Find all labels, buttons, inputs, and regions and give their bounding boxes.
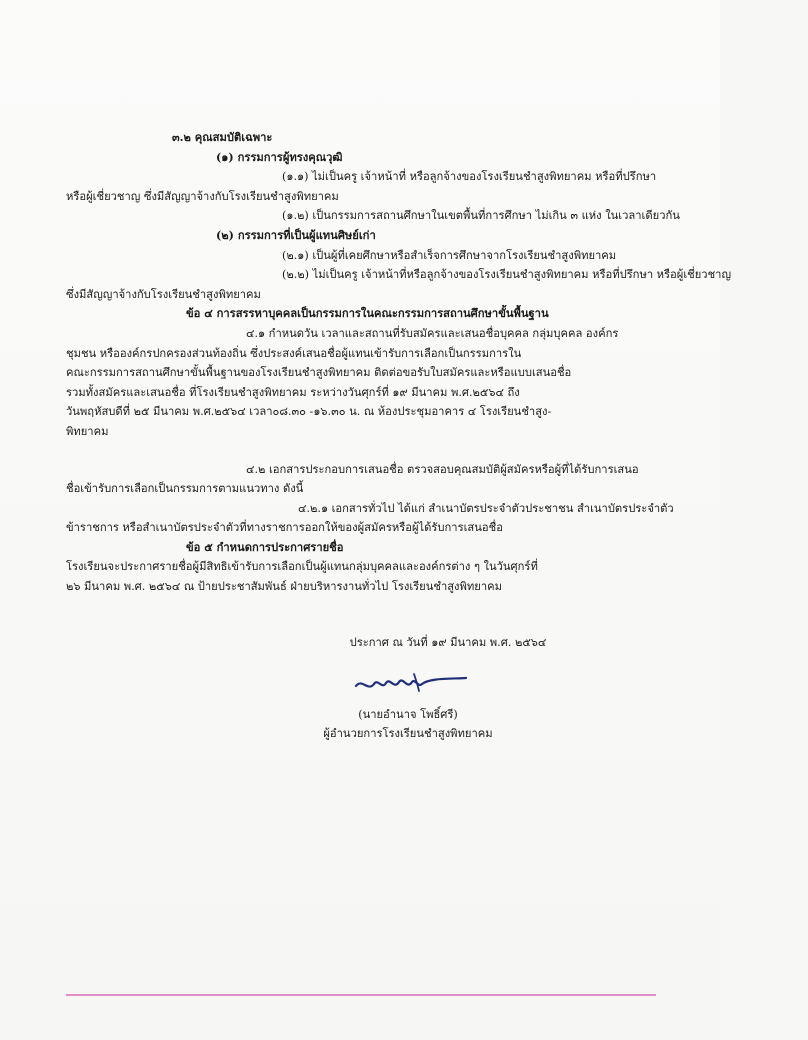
text-line: ๔.๑ กำหนดวัน เวลาและสถานที่รับสมัครและเสนอชื่อบุคคล กลุ่มบุคคล องค์กร	[246, 326, 619, 340]
signer-title: ผู้อำนวยการโรงเรียนชำสูงพิทยาคม	[323, 727, 493, 740]
section-heading: ข้อ ๕ กำหนดการประกาศรายชื่อ	[186, 539, 344, 554]
text-line: ชื่อเข้ารับการเลือกเป็นกรรมการตามแนวทาง ดังนี้	[66, 482, 304, 496]
text-line: (๑.๑) ไม่เป็นครู เจ้าหน้าที่ หรือลูกจ้างของโรงเรียนชำสูงพิทยาคม หรือที่ปรึกษา	[282, 170, 657, 184]
document-body	[66, 128, 731, 597]
signature-image	[352, 664, 472, 704]
announcement-date: ประกาศ ณ วันที่ ๑๙ มีนาคม พ.ศ. ๒๕๖๔	[349, 636, 547, 649]
text-line: ๔.๒.๑ เอกสารทั่วไป ได้แก่ สำเนาบัตรประจำตัวประชาชน สำเนาบัตรประจำตัว	[298, 501, 674, 515]
text-line: รวมทั้งสมัครและเสนอชื่อ ที่โรงเรียนชำสูงพิทยาคม ระหว่างวันศุกร์ที่ ๑๙ มีนาคม พ.ศ.๒๕๖๔ ถึง	[66, 385, 520, 399]
footer-divider	[66, 994, 656, 996]
text-line	[66, 442, 666, 460]
text-line: (๑.๒) เป็นกรรมการสถานศึกษาในเขตพื้นที่การศึกษา ไม่เกิน ๓ แห่ง ในเวลาเดียวกัน	[282, 209, 680, 223]
text-line: โรงเรียนจะประกาศรายชื่อผู้มีสิทธิเข้ารับการเลือกเป็นผู้แทนกลุ่มบุคคลและองค์กรต่าง ๆ ในวันศุกร์ที่	[66, 560, 538, 574]
text-line: (๒.๒) ไม่เป็นครู เจ้าหน้าที่หรือลูกจ้างของโรงเรียนชำสูงพิทยาคม หรือที่ปรึกษา หรือผู้เชี่ยวชาญ	[282, 268, 731, 282]
text-line: หรือผู้เชี่ยวชาญ ซึ่งมีสัญญาจ้างกับโรงเรียนชำสูงพิทยาคม	[66, 189, 339, 203]
section-heading: (๒) กรรมการที่เป็นผู้แทนศิษย์เก่า	[216, 227, 376, 242]
section-heading: (๑) กรรมการผู้ทรงคุณวุฒิ	[216, 149, 343, 164]
text-line: วันพฤหัสบดีที่ ๒๕ มีนาคม พ.ศ.๒๕๖๔ เวลา๐๘.๓๐ -๑๖.๓๐ น. ณ ห้องประชุมอาคาร ๔ โรงเรียนชำสูง-	[66, 405, 552, 419]
text-line: พิทยาคม	[66, 424, 109, 438]
section-heading: ๓.๒ คุณสมบัติเฉพาะ	[172, 130, 273, 144]
text-line: คณะกรรมการสถานศึกษาขั้นพื้นฐานของโรงเรียนชำสูงพิทยาคม ติดต่อขอรับใบสมัครและหรือแบบเสนอชื่อ	[66, 366, 572, 380]
text-line: ซึ่งมีสัญญาจ้างกับโรงเรียนชำสูงพิทยาคม	[66, 287, 261, 301]
text-line: ๒๖ มีนาคม พ.ศ. ๒๕๖๔ ณ ป้ายประชาสัมพันธ์ ฝ่ายบริหารงานทั่วไป โรงเรียนชำสูงพิทยาคม	[66, 580, 502, 594]
text-line: ข้าราชการ หรือสำเนาบัตรประจำตัวที่ทางราชการออกให้ของผู้สมัครหรือผู้ได้รับการเสนอชื่อ	[66, 521, 503, 535]
text-line: ๔.๒ เอกสารประกอบการเสนอชื่อ ตรวจสอบคุณสมบัติผู้สมัครหรือผู้ที่ได้รับการเสนอ	[246, 462, 639, 476]
signer-name: (นายอำนาจ โพธิ์ศรี)	[358, 708, 458, 721]
text-line: ชุมชน หรือองค์กรปกครองส่วนท้องถิ่น ซึ่งประสงค์เสนอชื่อผู้แทนเข้ารับการเลือกเป็นกรรมการใน	[66, 346, 522, 360]
text-line: (๒.๑) เป็นผู้ที่เคยศึกษาหรือสำเร็จการศึกษาจากโรงเรียนชำสูงพิทยาคม	[282, 248, 617, 262]
section-heading: ข้อ ๔ การสรรหาบุคคลเป็นกรรมการในคณะกรรมการสถานศึกษาขั้นพื้นฐาน	[186, 306, 549, 321]
